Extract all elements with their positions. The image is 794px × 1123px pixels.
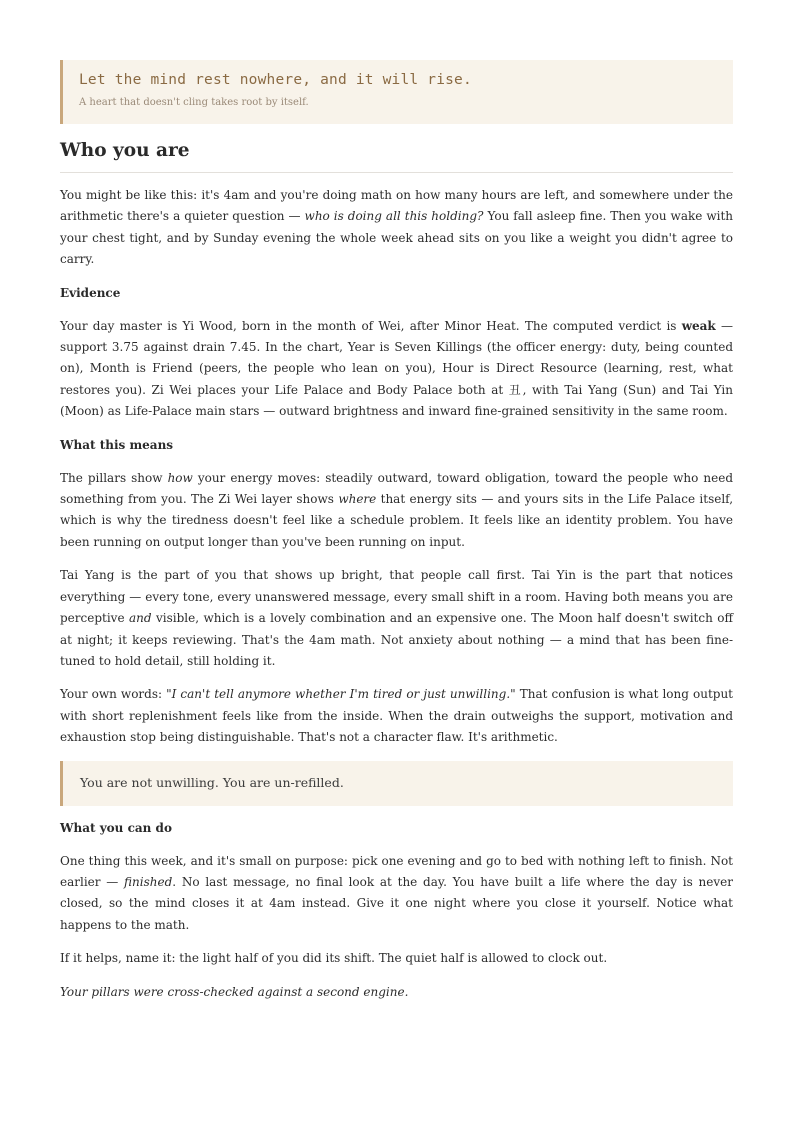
reading-page [60, 60, 733, 1003]
intro-paragraph: You might be like this: it's 4am and you're doing math on how many hours are left, and somewhere under the arithmetic there's a quieter question — who is doing all this holding? You fall asleep fine. Then you wake with your chest tight, and by Sunday evening the whole week ahead sits on you like a weight you didn't agree to carry. [60, 188, 734, 267]
action-paragraph-2: If it helps, name it: the light half of you did its shift. The quiet half is allowed to clock out. [60, 951, 608, 966]
callout-box: You are not unwilling. You are un-refilled. [60, 761, 733, 806]
evidence-heading: Evidence [60, 285, 121, 300]
meaning-heading: What this means [60, 437, 174, 452]
footnote: Your pillars were cross-checked against a second engine. [60, 984, 409, 999]
evidence-paragraph: Your day master is Yi Wood, born in the month of Wei, after Minor Heat. The computed verdict is weak — support 3.75 against drain 7.45. In the chart, Year is Seven Killings (the officer energy: duty, being counted on), Month is Friend (peers, the people who lean on you), Hour is Direct Resource (learning, rest, what restores you). Zi Wei places your Life Palace and Body Palace both at 丑, with Tai Yang (Sun) and Tai Yin (Moon) as Life-Palace main stars — outward brightness and inward fine-grained sensitivity in the same room. [60, 318, 733, 419]
section-title: Who you are [60, 140, 733, 173]
meaning-paragraph-2: Tai Yang is the part of you that shows up bright, that people call first. Tai Yin is the part that notices everything — every tone, every unanswered message, every small shift in a room. Having both means you are perceptive and visible, which is a lovely combination and an expensive one. The Moon half doesn't switch off at night; it keeps reviewing. That's the 4am math. Not anxiety about nothing — a mind that has been fine-tuned to hold detail, still holding it. [60, 568, 733, 668]
intro-quote-main: Let the mind rest nowhere, and it will rise. [79, 72, 472, 88]
meaning-paragraph-1: The pillars show how your energy moves: steadily outward, toward obligation, toward the people who need something from you. The Zi Wei layer shows where that energy sits — and yours sits in the Life Palace itself, which is why the tiredness doesn't feel like a schedule problem. It feels like an identity problem. You have been running on output longer than you've been running on input. [60, 470, 734, 549]
intro-quote-box [60, 60, 733, 124]
action-heading: What you can do [60, 820, 172, 835]
action-paragraph-1: One thing this week, and it's small on purpose: pick one evening and go to bed with nothing left to finish. Not earlier — finished. No last message, no final look at the day. You have built a life where the day is never closed, so the mind closes it at 4am instead. Give it one night where you close it yourself. Notice what happens to the math. [60, 853, 733, 932]
intro-quote-sub: A heart that doesn't cling takes root by itself. [79, 97, 309, 108]
meaning-paragraph-3: Your own words: "I can't tell anymore whether I'm tired or just unwilling." That confusion is what long output with short replenishment feels like from the inside. When the drain outweighs the support, motivation and exhaustion stop being distinguishable. That's not a character flaw. It's arithmetic. [60, 687, 734, 745]
